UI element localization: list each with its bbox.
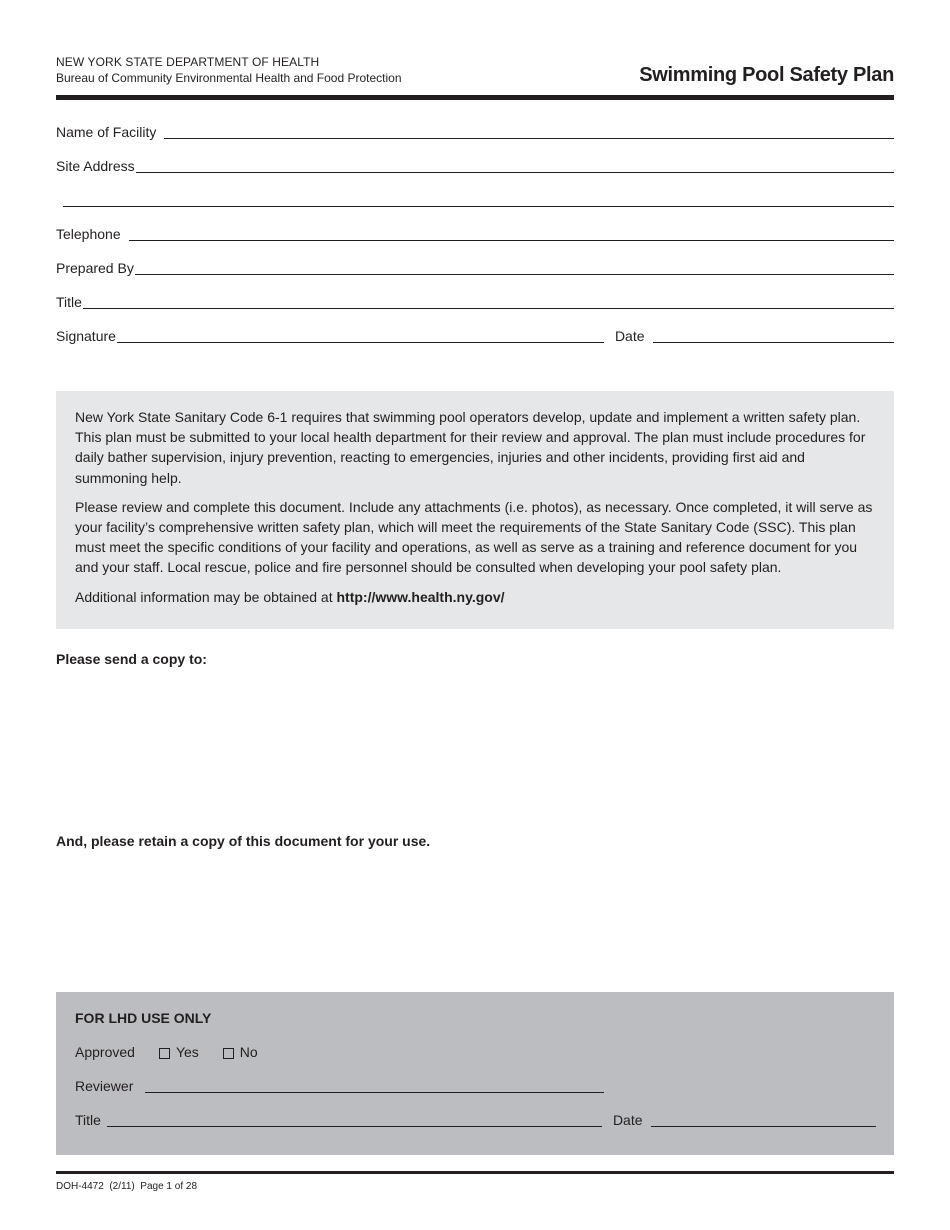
agency-name: NEW YORK STATE DEPARTMENT OF HEALTH [56, 55, 320, 69]
health-website-link[interactable]: http://www.health.ny.gov/ [336, 588, 505, 605]
footer-divider [56, 1171, 894, 1174]
reviewer-line[interactable] [145, 1092, 604, 1093]
yes-label: Yes [175, 1044, 199, 1060]
lhd-title-date-row [75, 1109, 876, 1129]
lhd-heading: FOR LHD USE ONLY [75, 1010, 212, 1026]
no-checkbox[interactable] [223, 1048, 234, 1059]
yes-checkbox[interactable] [159, 1048, 170, 1059]
approved-row [75, 1041, 258, 1061]
approved-label: Approved [75, 1044, 135, 1060]
signature-date-row [56, 325, 894, 345]
site-address-line[interactable] [136, 172, 894, 173]
reviewer-row [75, 1075, 604, 1095]
lhd-title-line[interactable] [107, 1126, 602, 1127]
bureau-name: Bureau of Community Environmental Health and Food Protection [56, 71, 402, 85]
instructions-paragraph-2: Please review and complete this document. Include any attachments (i.e. photos), as necessary. Once completed, it will serve as your facility’s comprehensive written safety plan, which will meet the requirements of the State Sanitary Code (SSC). This plan must meet the specific conditions of your facility and operations, as well as serve as a training and reference document for you and your staff. Local rescue, police and fire personnel should be consulted when developing your pool safety plan. [75, 498, 873, 576]
telephone-label: Telephone [56, 226, 121, 242]
reviewer-label: Reviewer [75, 1078, 134, 1094]
title-line[interactable] [83, 308, 894, 309]
prepared-by-field[interactable] [56, 257, 894, 277]
facility-name-field[interactable] [56, 121, 894, 141]
site-address-field-2[interactable] [63, 189, 894, 209]
document-title: Swimming Pool Safety Plan [639, 64, 894, 86]
telephone-field[interactable] [56, 223, 894, 243]
date-line[interactable] [653, 342, 894, 343]
send-copy-heading: Please send a copy to: [56, 651, 207, 667]
lhd-date-line[interactable] [651, 1126, 876, 1127]
signature-label: Signature [56, 328, 116, 344]
approved-no-option[interactable] [223, 1043, 258, 1061]
title-field[interactable] [56, 291, 894, 311]
header-agency-block [56, 54, 616, 86]
facility-name-line[interactable] [164, 138, 894, 139]
instructions-paragraph-3 [75, 587, 875, 607]
title-label: Title [56, 294, 82, 310]
no-label: No [239, 1044, 258, 1060]
lhd-date-label: Date [612, 1112, 643, 1128]
lhd-title-label: Title [75, 1112, 101, 1128]
retain-copy-note: And, please retain a copy of this document for your use. [56, 833, 431, 849]
site-address-field[interactable] [56, 155, 894, 175]
date-label: Date [614, 328, 645, 344]
prepared-by-label: Prepared By [56, 260, 134, 276]
signature-line[interactable] [117, 342, 604, 343]
site-address-label: Site Address [56, 158, 135, 174]
facility-name-label: Name of Facility [56, 124, 157, 140]
form-footer: DOH-4472 (2/11) Page 1 of 28 [56, 1181, 198, 1192]
lhd-use-only-box [56, 992, 894, 1155]
instructions-paragraph-1: New York State Sanitary Code 6-1 requires that swimming pool operators develop, update and implement a written safety plan. This plan must be submitted to your local health department for their review and approval. The plan must include procedures for daily bather supervision, injury prevention, reacting to emergencies, injuries and other incidents, providing first aid and summoning help. [75, 409, 866, 486]
site-address-line-2[interactable] [63, 206, 894, 207]
additional-info-text: Additional information may be obtained at [75, 588, 337, 605]
telephone-line[interactable] [129, 240, 894, 241]
form-page [56, 0, 894, 1230]
header-divider [56, 95, 894, 100]
prepared-by-line[interactable] [135, 274, 894, 275]
approved-yes-option[interactable] [159, 1043, 199, 1061]
instructions-box [56, 391, 894, 629]
